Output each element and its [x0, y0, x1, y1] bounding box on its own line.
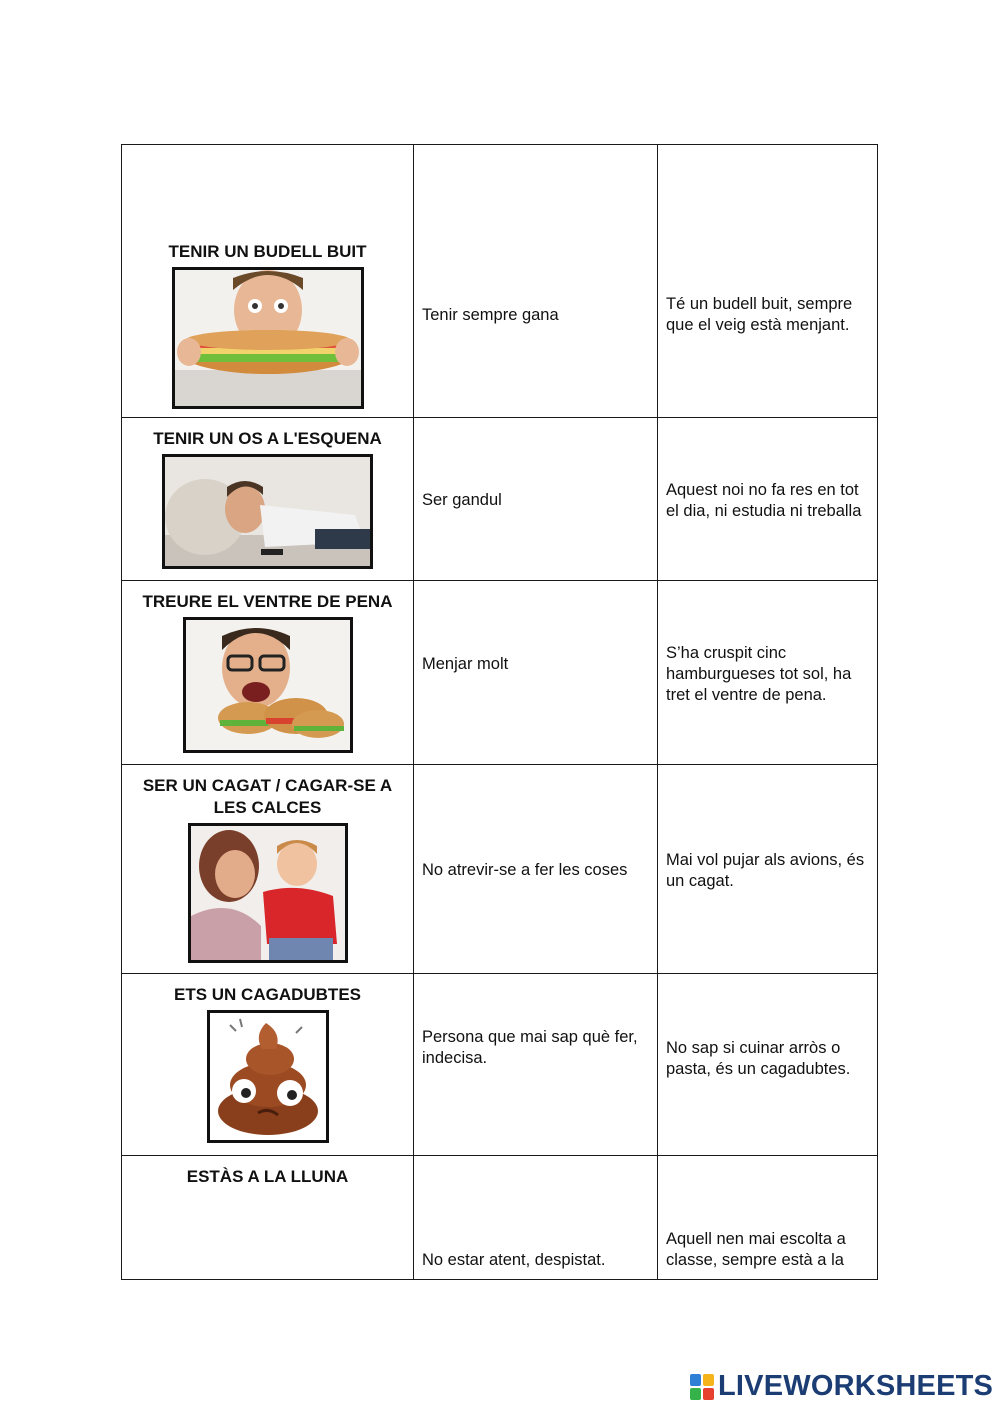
- example-text: No sap si cuinar arròs o pasta, és un cagadubtes.: [666, 1039, 851, 1078]
- idioms-table: [121, 144, 878, 1280]
- term-cell: [122, 974, 414, 1156]
- brand-name: LIVEWORKSHEETS: [718, 1370, 994, 1402]
- example-cell: [658, 765, 878, 974]
- meaning-text: Tenir sempre gana: [422, 306, 559, 324]
- term-label: SER UN CAGAT / CAGAR-SE A LES CALCES: [142, 776, 393, 817]
- table-row: [122, 765, 878, 974]
- term-cell: [122, 581, 414, 765]
- example-cell: [658, 581, 878, 765]
- poop-emoji-image: [207, 1010, 329, 1143]
- example-cell: [658, 1156, 878, 1280]
- example-cell: [658, 974, 878, 1156]
- meaning-text: Ser gandul: [422, 491, 502, 509]
- term-cell: [122, 418, 414, 581]
- man-lying-on-sofa-image: [162, 454, 373, 569]
- term-cell: [122, 1156, 414, 1280]
- example-cell: [658, 418, 878, 581]
- term-label: TREURE EL VENTRE DE PENA: [142, 592, 393, 611]
- term-cell: [122, 765, 414, 974]
- example-text: Aquest noi no fa res en tot el dia, ni estudia ni treballa: [666, 481, 862, 520]
- meaning-cell: [414, 974, 658, 1156]
- table-row: [122, 418, 878, 581]
- meaning-text: Menjar molt: [422, 655, 509, 673]
- table-row: [122, 974, 878, 1156]
- meaning-cell: [414, 418, 658, 581]
- meaning-cell: [414, 765, 658, 974]
- meaning-cell: [414, 581, 658, 765]
- table-row: [122, 581, 878, 765]
- example-text: Mai vol pujar als avions, és un cagat.: [666, 851, 865, 890]
- example-text: Aquell nen mai escolta a classe, sempre està a la: [666, 1230, 846, 1269]
- example-text: S’ha cruspit cinc hamburgueses tot sol, ha tret el ventre de pena.: [666, 644, 852, 704]
- meaning-cell: [414, 145, 658, 418]
- term-label: ESTÀS A LA LLUNA: [186, 1167, 349, 1186]
- table-row: [122, 145, 878, 418]
- table-row: [122, 1156, 878, 1280]
- term-label: TENIR UN BUDELL BUIT: [168, 242, 367, 261]
- term-label: TENIR UN OS A L'ESQUENA: [153, 429, 382, 448]
- term-cell: [122, 145, 414, 418]
- term-label: ETS UN CAGADUBTES: [173, 985, 361, 1004]
- example-cell: [658, 145, 878, 418]
- liveworksheets-logo-icon: [690, 1374, 714, 1400]
- man-eating-hamburgers-image: [183, 617, 353, 753]
- meaning-text: No estar atent, despistat.: [422, 1251, 606, 1269]
- meaning-text: No atrevir-se a fer les coses: [422, 861, 628, 879]
- mother-and-child-image: [188, 823, 348, 963]
- man-eating-sandwich-image: [172, 267, 364, 409]
- example-text: Té un budell buit, sempre que el veig està menjant.: [666, 295, 853, 334]
- meaning-text: Persona que mai sap què fer, indecisa.: [422, 1028, 638, 1067]
- liveworksheets-brand: [690, 1370, 993, 1403]
- meaning-cell: [414, 1156, 658, 1280]
